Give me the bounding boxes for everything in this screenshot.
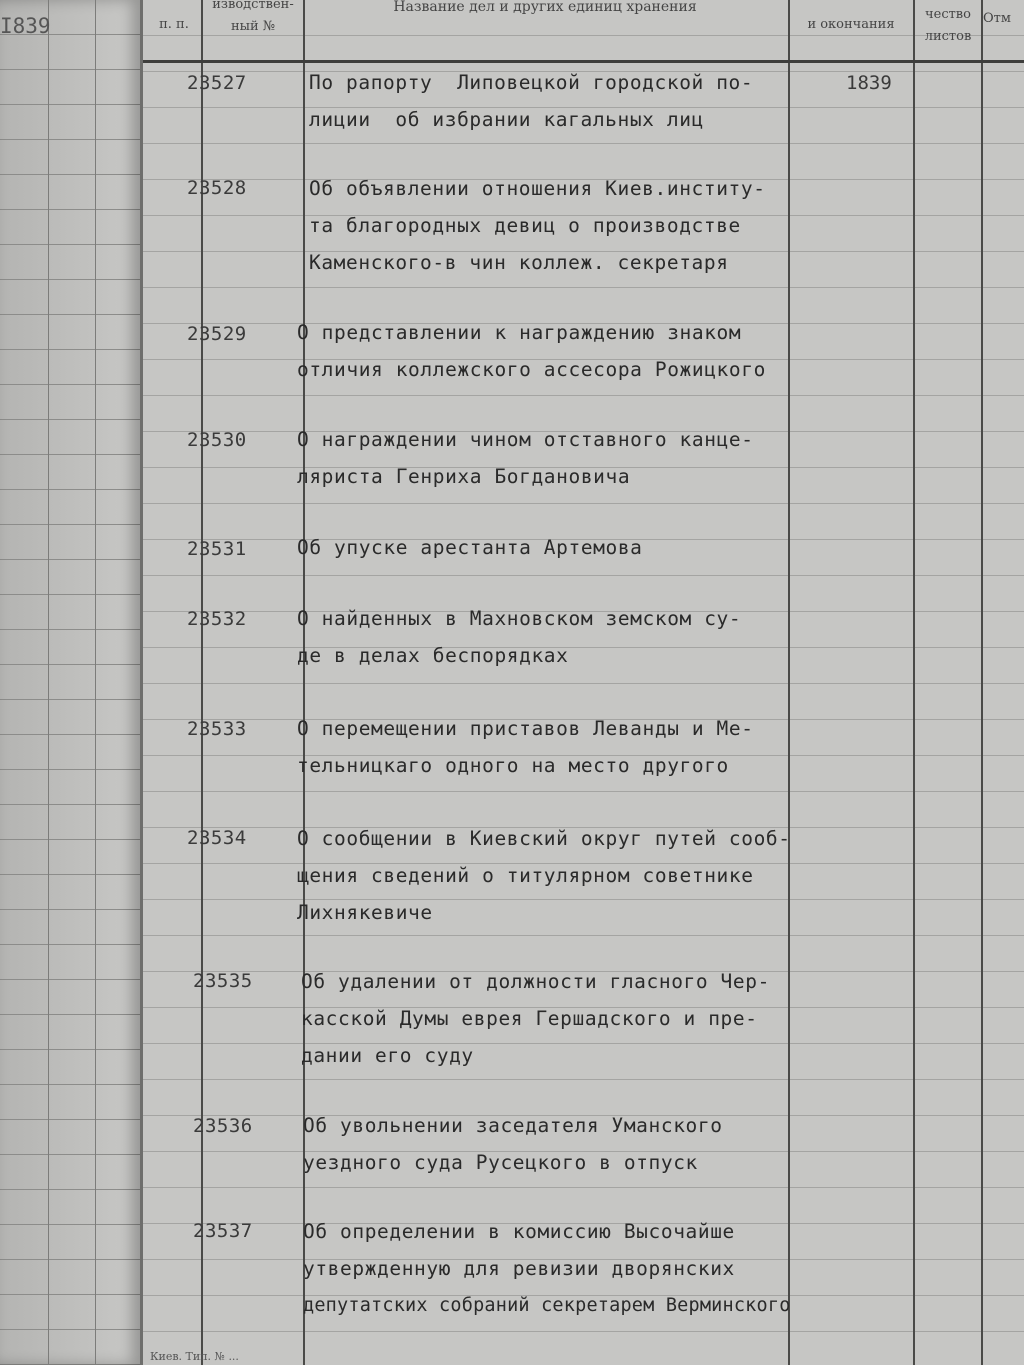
record-title-line: Об увольнении заседателя Уманского: [303, 1114, 723, 1137]
record-number: 23532: [187, 608, 247, 630]
record-title-line: О перемещении приставов Леванды и Ме-: [297, 717, 754, 740]
record-title-line: утвержденную для ревизии дворянских: [303, 1257, 735, 1280]
record-title-line: касской Думы еврея Гершадского и пре-: [301, 1007, 758, 1030]
record-title-line: По рапорту Липовецкой городской по-: [309, 71, 754, 94]
record-title-line: О сообщении в Киевский округ путей сооб-: [297, 827, 791, 850]
header-sheets-line1: чество: [925, 7, 971, 22]
register-page: [143, 0, 1024, 1365]
record-title-line: щения сведений о титулярном советнике: [297, 864, 754, 887]
record-number: 23537: [193, 1220, 253, 1242]
header-sheets-line2: листов: [924, 29, 972, 44]
header-dates: и окончания: [807, 17, 895, 32]
record-number: 23533: [187, 718, 247, 740]
record-title-line: Об упуске арестанта Артемова: [297, 536, 643, 559]
record-number: 23528: [187, 177, 247, 199]
record-title-line: ляриста Генриха Богдановича: [297, 465, 631, 488]
record-title-line: тельницкаго одного на место другого: [297, 754, 729, 777]
record-number: 23535: [193, 970, 253, 992]
record-title-line: О найденных в Махновском земском су-: [297, 607, 742, 630]
record-number: 23527: [187, 72, 247, 94]
header-number-line2: ный №: [230, 19, 276, 34]
record-number: 23531: [187, 538, 247, 560]
record-title-line: О представлении к награждению знаком: [297, 321, 742, 344]
record-number: 23530: [187, 429, 247, 451]
record-title-line: Каменского-в чин коллеж. секретаря: [309, 251, 729, 274]
header-title: Название дел и других единиц хранения: [393, 0, 697, 15]
record-title-line: отличия коллежского ассесора Рожицкого: [297, 358, 766, 381]
page-footer: Киев. Тип. № ...: [150, 1350, 239, 1363]
record-title-line: дании его суду: [301, 1044, 474, 1067]
record-year: 1839: [846, 72, 892, 94]
header-np: п. п.: [159, 17, 189, 32]
record-title-line: Лихнякевиче: [297, 901, 433, 924]
record-title-line: депутатских собраний секретарем Верминского: [303, 1295, 791, 1316]
record-title-line: Об определении в комиссию Высочайше: [303, 1220, 735, 1243]
record-number: 23534: [187, 827, 247, 849]
record-title-line: уездного суда Русецкого в отпуск: [303, 1151, 698, 1174]
header-notes: Отм: [983, 11, 1011, 26]
record-title-line: Об удалении от должности гласного Чер-: [301, 970, 770, 993]
previous-page-year: I839: [0, 14, 51, 38]
record-title-line: лиции об избрании кагальных лиц: [309, 108, 704, 131]
record-title-line: Об объявлении отношения Киев.институ-: [309, 177, 766, 200]
record-title-line: де в делах беспорядках: [297, 644, 569, 667]
header-rule: [143, 60, 1024, 63]
record-title-line: та благородных девиц о производстве: [309, 214, 741, 237]
header-number-line1: изводствен-: [212, 0, 294, 12]
record-title-line: О награждении чином отставного канце-: [297, 428, 754, 451]
previous-page-edge: [0, 0, 143, 1365]
record-number: 23529: [187, 323, 247, 345]
record-number: 23536: [193, 1115, 253, 1137]
